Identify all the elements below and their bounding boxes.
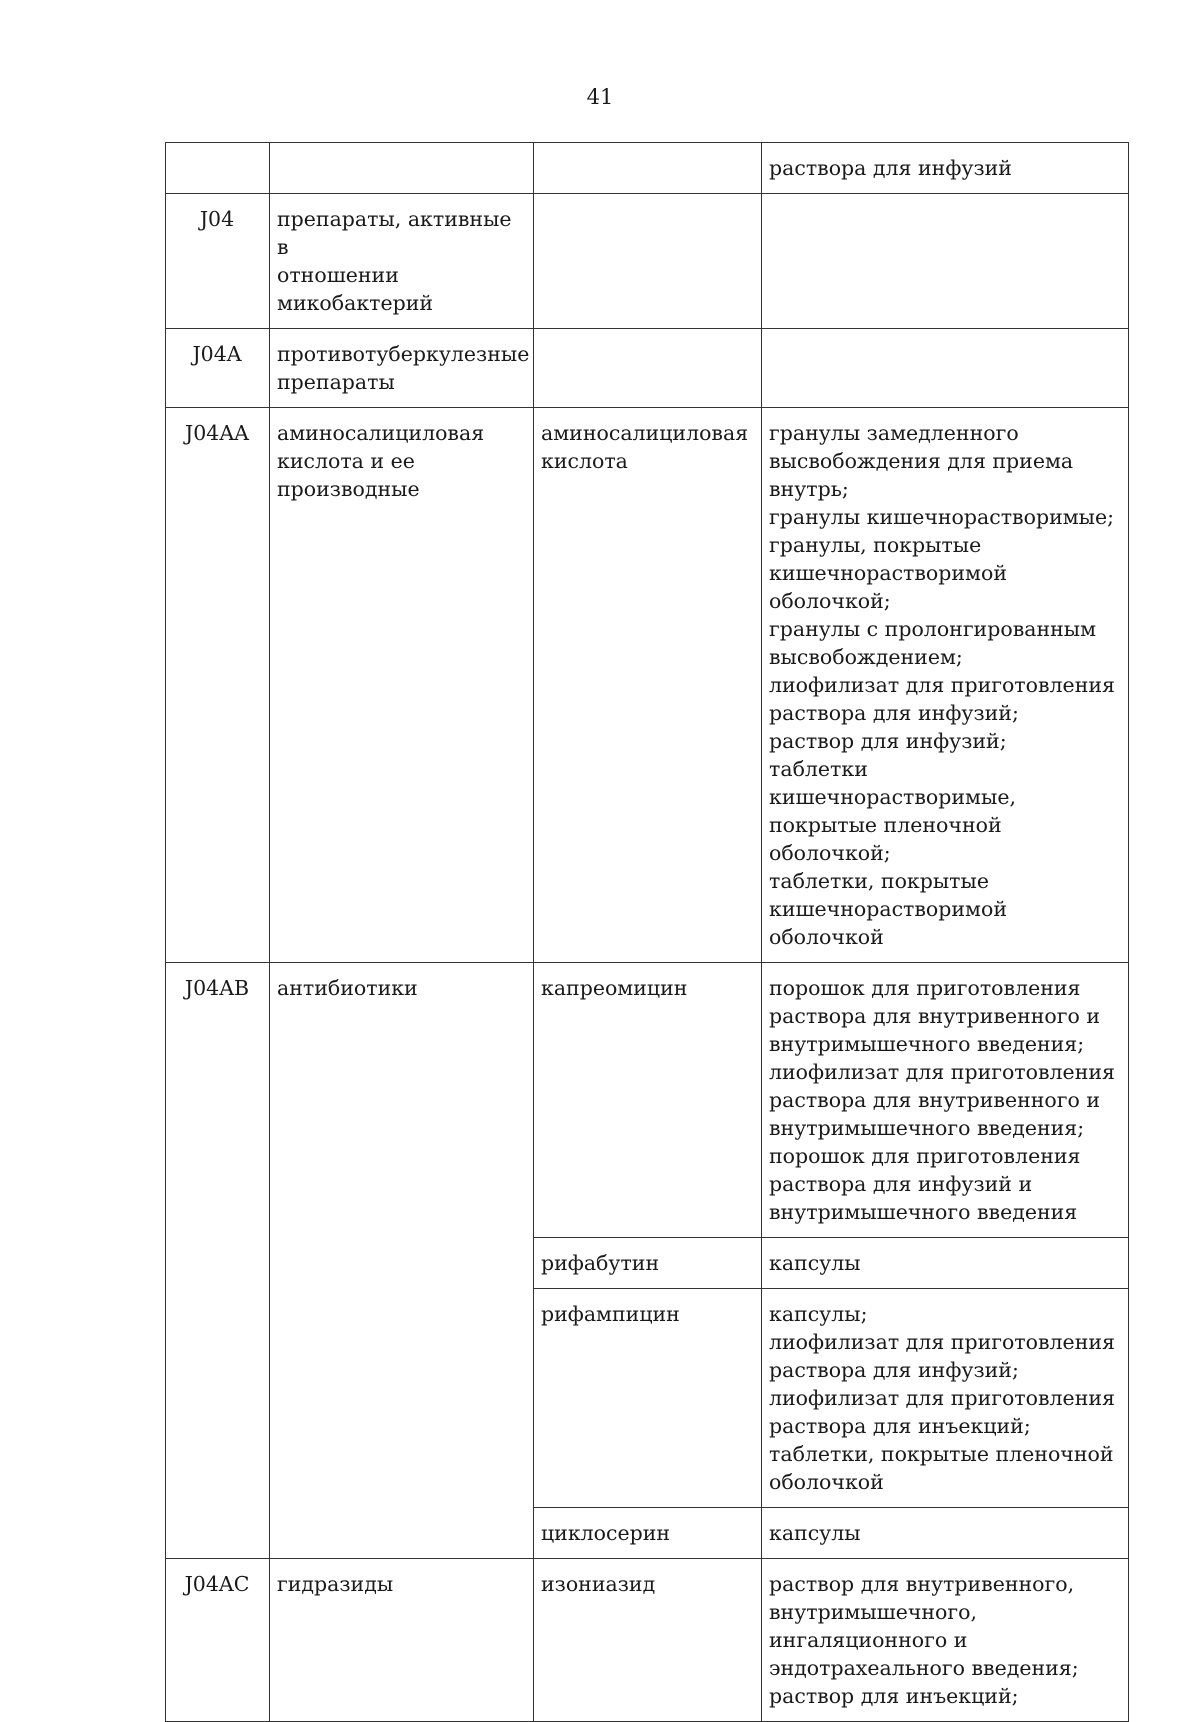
table-row [166, 329, 1129, 408]
table-row [166, 963, 1129, 1238]
substance-cell: изониазид [534, 1559, 762, 1722]
table-row [166, 408, 1129, 963]
substance-cell: рифампицин [534, 1289, 762, 1508]
group-cell: аминосалициловая кислота и ее производные [270, 408, 534, 963]
dosage-forms-cell: капсулы; лиофилизат для приготовления раствора для инфузий; лиофилизат для приготовления раствора для инъекций; таблетки, покрытые пленочной оболочкой [762, 1289, 1129, 1508]
dosage-forms-cell [762, 329, 1129, 408]
table-row [166, 194, 1129, 329]
atc-code-cell: J04AA [166, 408, 270, 963]
dosage-forms-cell: раствора для инфузий [762, 143, 1129, 194]
atc-code-cell: J04 [166, 194, 270, 329]
dosage-forms-cell: капсулы [762, 1508, 1129, 1559]
group-cell: антибиотики [270, 963, 534, 1559]
substance-cell [534, 329, 762, 408]
substance-cell: циклосерин [534, 1508, 762, 1559]
dosage-forms-cell: порошок для приготовления раствора для внутривенного и внутримышечного введения; лиофилизат для приготовления раствора для внутривенного и внутримышечного введения; порошок для приготовления раствора для инфузий и внутримышечного введения [762, 963, 1129, 1238]
atc-code-cell: J04A [166, 329, 270, 408]
atc-code-cell [166, 143, 270, 194]
dosage-forms-cell: гранулы замедленного высвобождения для приема внутрь; гранулы кишечнорастворимые; гранулы, покрытые кишечнорастворимой оболочкой; гранулы с пролонгированным высвобождением; лиофилизат для приготовления раствора для инфузий; раствор для инфузий; таблетки кишечнорастворимые, покрытые пленочной оболочкой; таблетки, покрытые кишечнорастворимой оболочкой [762, 408, 1129, 963]
group-cell [270, 143, 534, 194]
atc-code-cell: J04AB [166, 963, 270, 1559]
atc-code-cell: J04AC [166, 1559, 270, 1722]
page-number: 41 [586, 85, 614, 109]
dosage-forms-cell [762, 194, 1129, 329]
group-cell: препараты, активные в отношении микобактерий [270, 194, 534, 329]
substance-cell [534, 194, 762, 329]
dosage-forms-cell: раствор для внутривенного, внутримышечного, ингаляционного и эндотрахеального введения; раствор для инъекций; [762, 1559, 1129, 1722]
substance-cell: капреомицин [534, 963, 762, 1238]
substance-cell [534, 143, 762, 194]
table-row [166, 1559, 1129, 1722]
group-cell: гидразиды [270, 1559, 534, 1722]
substance-cell: рифабутин [534, 1238, 762, 1289]
table-row [166, 143, 1129, 194]
dosage-forms-cell: капсулы [762, 1238, 1129, 1289]
group-cell: противотуберкулезные препараты [270, 329, 534, 408]
substance-cell: аминосалициловая кислота [534, 408, 762, 963]
drug-classification-table [165, 142, 1129, 1722]
